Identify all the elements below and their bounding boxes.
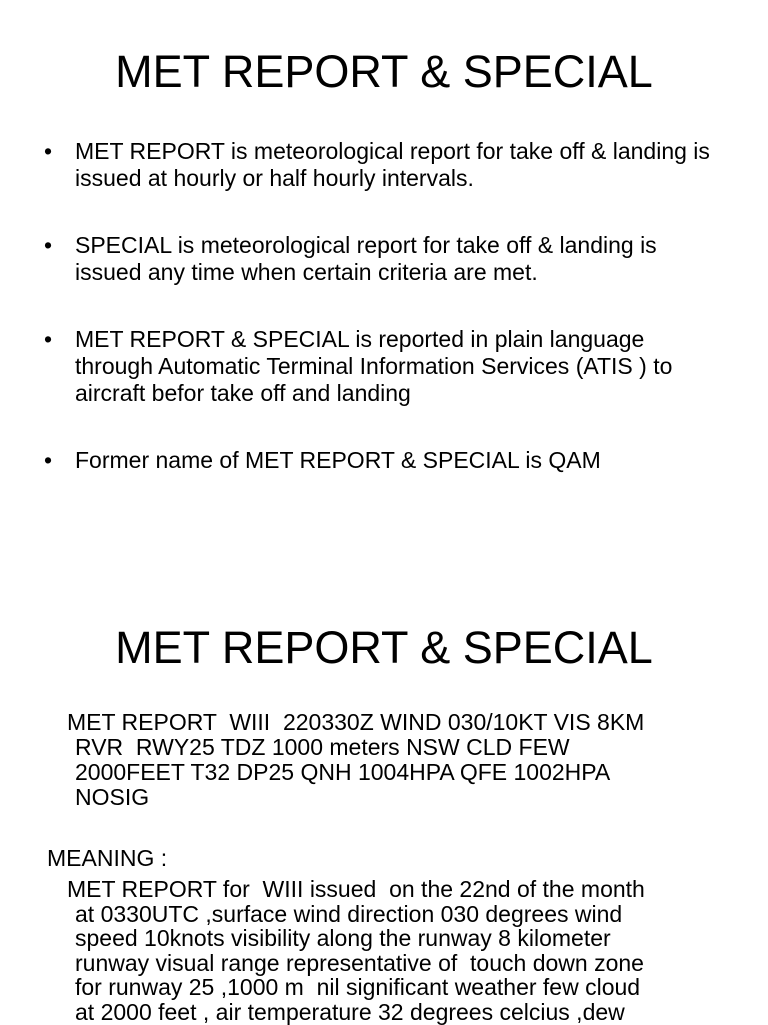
- bullet-marker: •: [44, 447, 53, 473]
- met-report-code: [0, 710, 768, 810]
- report-line: 2000FEET T32 DP25 QNH 1004HPA QFE 1002HPA: [75, 759, 611, 785]
- slide-title: MET REPORT & SPECIAL: [115, 622, 653, 673]
- meaning-line: speed 10knots visibility along the runway 8 kilometer: [75, 925, 611, 951]
- bullet-marker: •: [44, 138, 53, 164]
- bullet-marker: •: [44, 326, 53, 352]
- report-line: RVR RWY25 TDZ 1000 meters NSW CLD FEW: [75, 734, 570, 760]
- bullet-list: [0, 138, 768, 474]
- bullet-text: MET REPORT is meteorological report for take off & landing is issued at hourly or half hourly intervals.: [75, 138, 710, 191]
- report-line: MET REPORT WIII 220330Z WIND 030/10KT VIS 8KM: [67, 709, 645, 735]
- meaning-text: [0, 877, 768, 1024]
- meaning-line: at 0330UTC ,surface wind direction 030 degrees wind: [75, 900, 623, 927]
- meaning-label: MEANING :: [47, 845, 168, 871]
- bullet-text: MET REPORT & SPECIAL is reported in plain language through Automatic Terminal Information Services (ATIS ) to aircraft befor take off and landing: [75, 326, 673, 406]
- bullet-text: SPECIAL is meteorological report for take off & landing is issued any time when certain criteria are met.: [75, 232, 657, 285]
- meaning-line: at 2000 feet , air temperature 32 degrees celcius ,dew: [75, 998, 625, 1025]
- bullet-item: [0, 447, 768, 474]
- report-line: NOSIG: [75, 784, 150, 810]
- bullet-item: [0, 326, 768, 407]
- bullet-marker: •: [44, 232, 53, 258]
- bullet-item: [0, 138, 768, 192]
- bullet-text: Former name of MET REPORT & SPECIAL is QAM: [75, 447, 601, 473]
- meaning-line: runway visual range representative of touch down zone: [75, 949, 644, 976]
- bullet-item: [0, 232, 768, 286]
- slide-title: MET REPORT & SPECIAL: [115, 46, 653, 97]
- meaning-line: for runway 25 ,1000 m nil significant weather few cloud: [75, 974, 641, 1000]
- slide-2: [0, 560, 768, 1024]
- meaning-line: MET REPORT for WIII issued on the 22nd of the month: [67, 876, 645, 902]
